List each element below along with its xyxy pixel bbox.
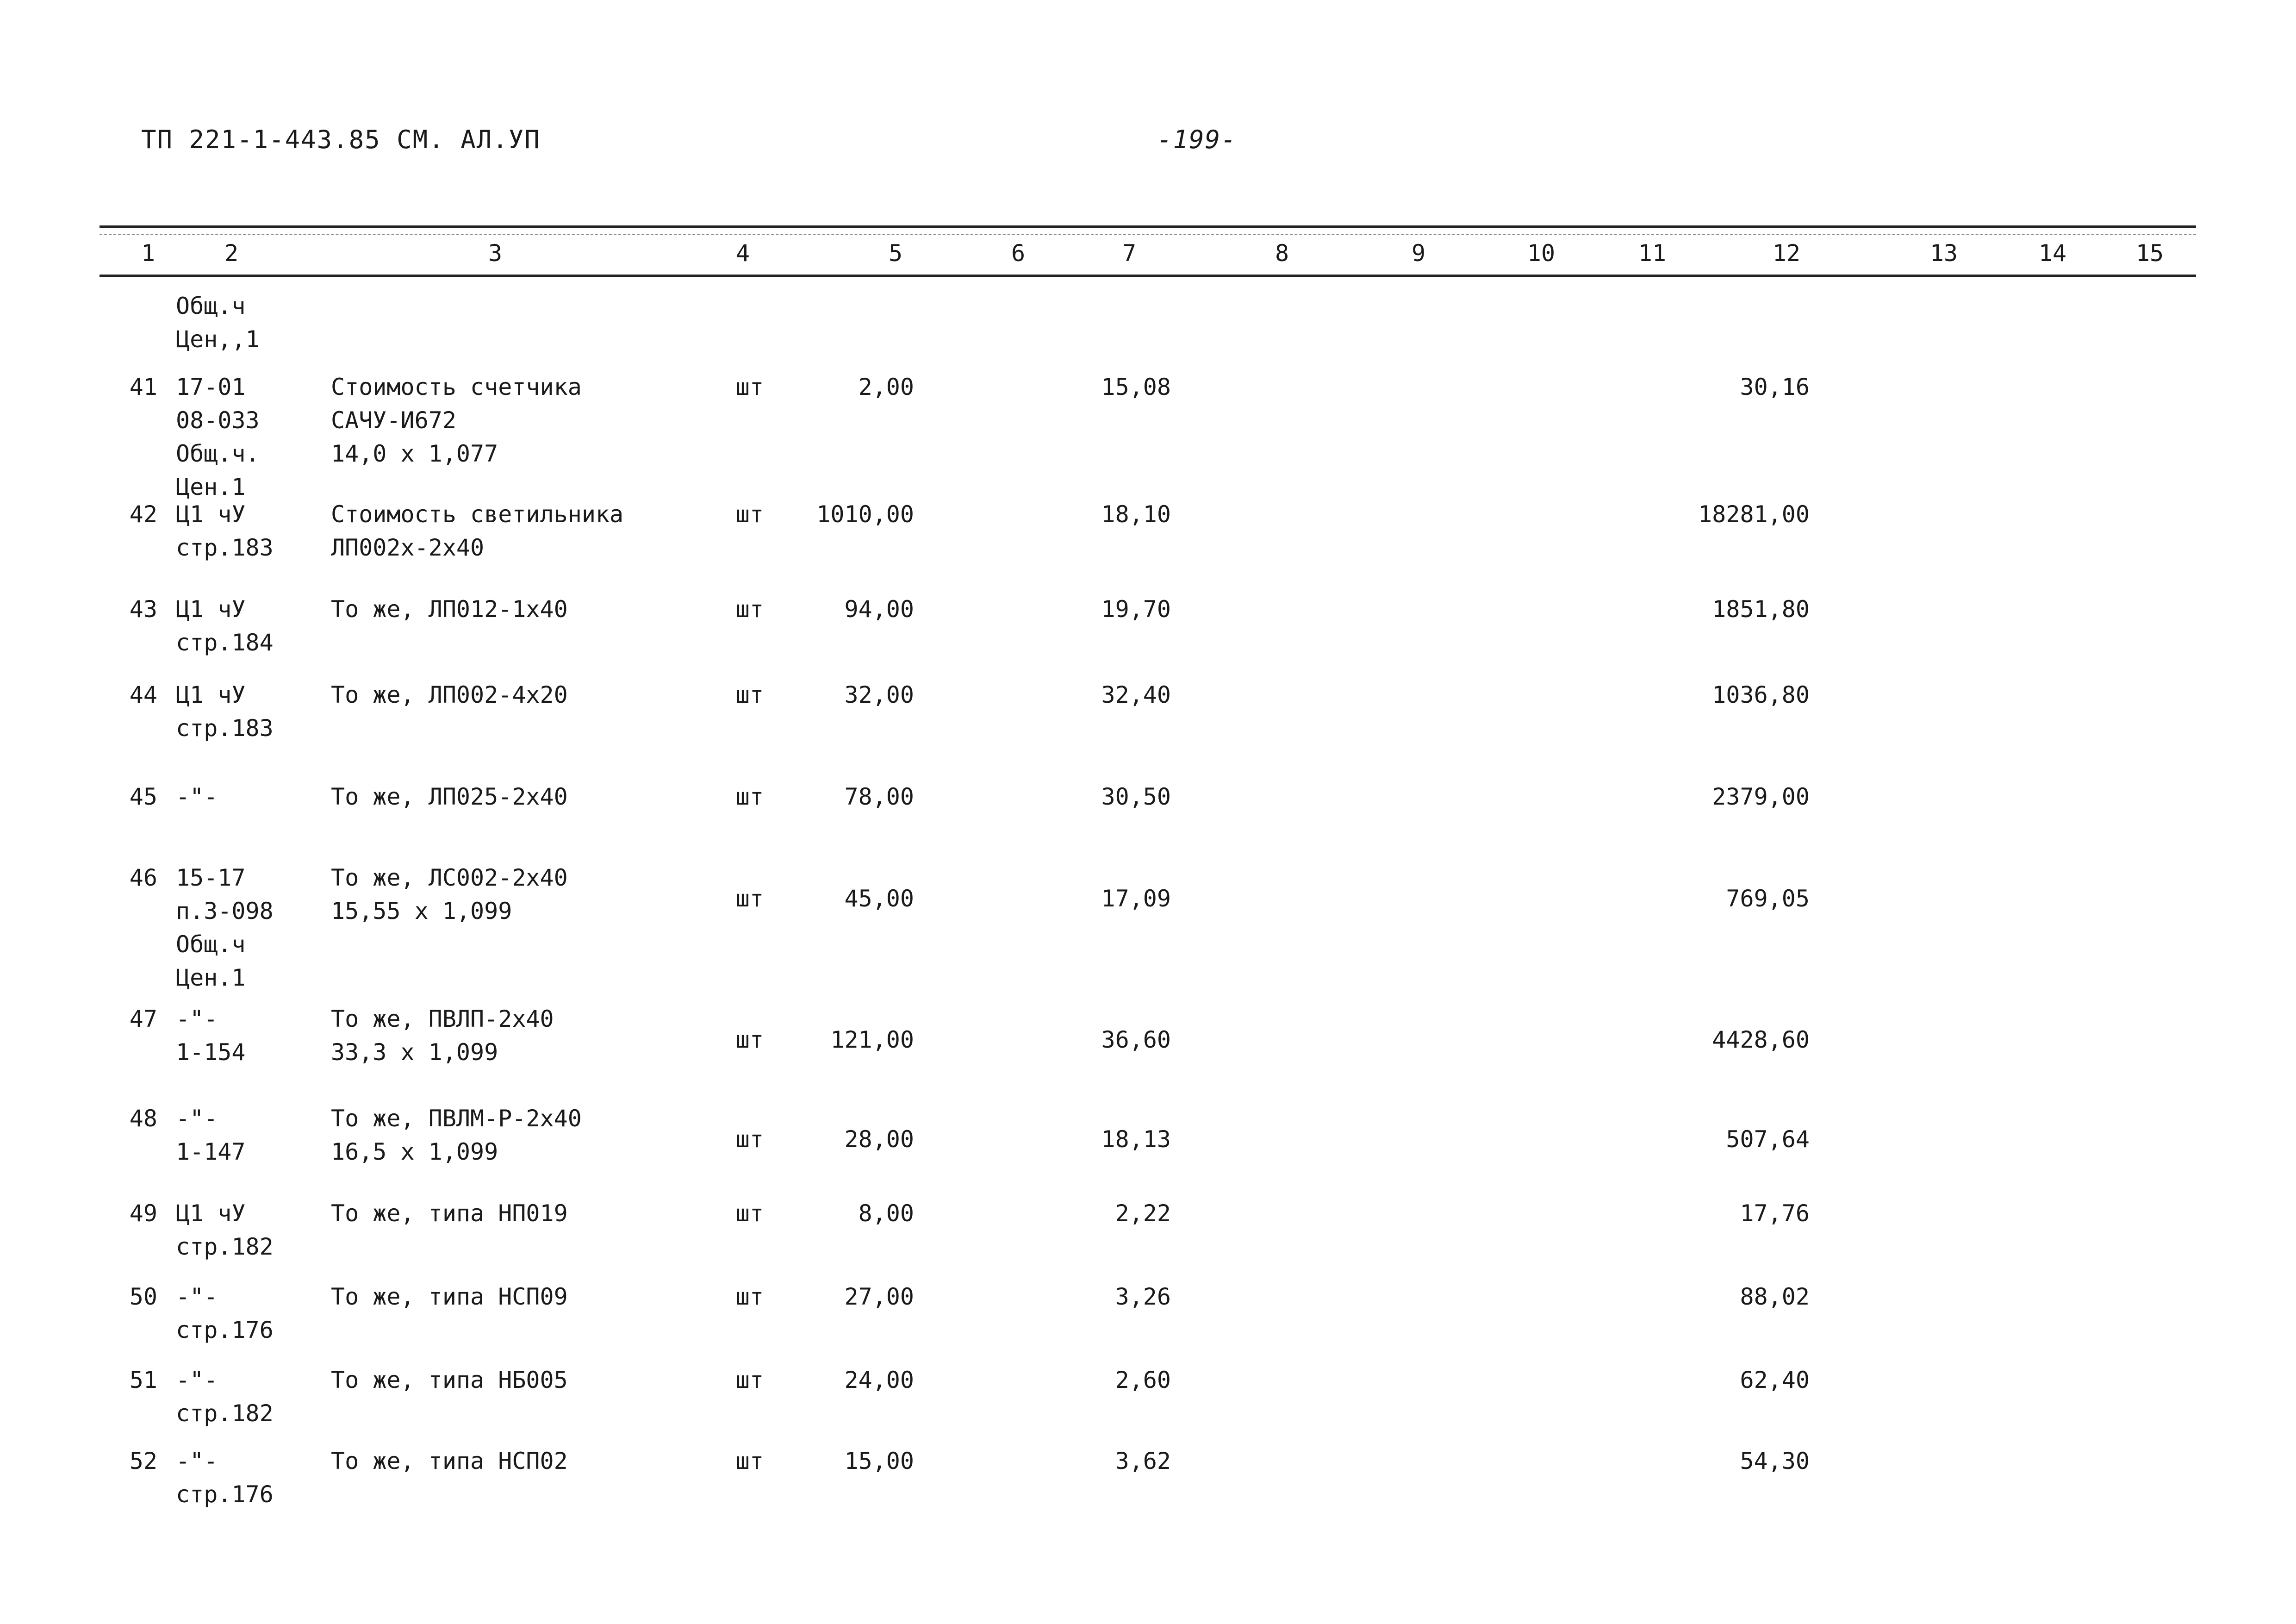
quantity-cell: 121,00 xyxy=(830,1026,914,1053)
reference-line: 1-154 xyxy=(176,1039,246,1066)
column-number: 15 xyxy=(2135,240,2164,267)
item-name-line: То же, ПВЛМ-Р-2х40 xyxy=(331,1105,582,1132)
unit-cell: шт xyxy=(735,596,764,623)
item-name-line: Стоимость счетчика xyxy=(331,374,582,400)
reference-line: -"- xyxy=(176,1105,218,1132)
item-name-line: То же, ЛП002-4х20 xyxy=(331,681,568,708)
column-number: 8 xyxy=(1275,240,1289,267)
reference-line: -"- xyxy=(176,1006,218,1032)
total-cell: 54,30 xyxy=(1740,1448,1810,1474)
unit-price-cell: 15,08 xyxy=(1101,374,1171,400)
item-name-line: То же, ЛП025-2х40 xyxy=(331,783,568,810)
unit-price-cell: 3,26 xyxy=(1115,1283,1171,1310)
reference-line: Ц1 чУ xyxy=(176,596,246,623)
reference-line: -"- xyxy=(176,1283,218,1310)
reference-line: Ц1 чУ xyxy=(176,501,246,528)
reference-line: 1-147 xyxy=(176,1138,246,1165)
unit-cell: шт xyxy=(735,1200,764,1227)
quantity-cell: 28,00 xyxy=(844,1126,914,1153)
continued-reference-line: Общ.ч xyxy=(176,293,246,319)
unit-price-cell: 3,62 xyxy=(1115,1448,1171,1474)
reference-cell xyxy=(176,593,274,659)
item-name-line: 15,55 х 1,099 xyxy=(331,898,512,924)
document-code: ТП 221-1-443.85 СМ. АЛ.УП xyxy=(141,125,541,154)
reference-line: стр.182 xyxy=(176,1400,274,1427)
item-name-line: 14,0 х 1,077 xyxy=(331,440,498,467)
column-number: 9 xyxy=(1411,240,1426,267)
unit-price-cell: 18,13 xyxy=(1101,1126,1171,1153)
total-cell: 17,76 xyxy=(1740,1200,1810,1227)
unit-cell: шт xyxy=(735,1367,764,1393)
total-cell: 62,40 xyxy=(1740,1367,1810,1393)
row-number: 48 xyxy=(129,1105,157,1132)
unit-price-cell: 17,09 xyxy=(1101,885,1171,912)
item-name-line: То же, типа НСП09 xyxy=(331,1283,568,1310)
column-number: 2 xyxy=(224,240,239,267)
reference-line: -"- xyxy=(176,1367,218,1393)
column-number: 13 xyxy=(1929,240,1958,267)
reference-line: -"- xyxy=(176,783,218,810)
column-number: 7 xyxy=(1122,240,1137,267)
item-name-cell xyxy=(331,498,623,564)
unit-cell: шт xyxy=(735,1026,764,1053)
quantity-cell: 94,00 xyxy=(844,596,914,623)
item-name-cell xyxy=(331,1280,568,1313)
column-number: 3 xyxy=(488,240,503,267)
item-name-line: Стоимость светильника xyxy=(331,501,624,528)
item-name-line: То же, ЛС002-2х40 xyxy=(331,864,568,891)
unit-cell: шт xyxy=(735,885,764,912)
unit-cell: шт xyxy=(735,783,764,810)
table-dashed-rule xyxy=(100,234,2196,235)
item-name-line: То же, типа НСП02 xyxy=(331,1448,568,1474)
item-name-cell xyxy=(331,1363,568,1397)
quantity-cell: 15,00 xyxy=(844,1448,914,1474)
quantity-cell: 8,00 xyxy=(858,1200,914,1227)
unit-price-cell: 30,50 xyxy=(1101,783,1171,810)
reference-cell xyxy=(176,861,274,994)
total-cell: 4428,60 xyxy=(1712,1026,1810,1053)
column-number: 12 xyxy=(1772,240,1801,267)
reference-cell xyxy=(176,1197,274,1263)
unit-price-cell: 18,10 xyxy=(1101,501,1171,528)
total-cell: 1851,80 xyxy=(1712,596,1810,623)
column-number: 11 xyxy=(1638,240,1667,267)
column-number: 4 xyxy=(735,240,750,267)
total-cell: 30,16 xyxy=(1740,374,1810,400)
row-number: 49 xyxy=(129,1200,157,1227)
total-cell: 769,05 xyxy=(1726,885,1810,912)
total-cell: 18281,00 xyxy=(1698,501,1810,528)
row-number: 43 xyxy=(129,596,157,623)
quantity-cell: 2,00 xyxy=(858,374,914,400)
reference-line: 17-01 xyxy=(176,374,246,400)
reference-line: Общ.ч xyxy=(176,931,246,958)
row-number: 42 xyxy=(129,501,157,528)
reference-line: Цен.1 xyxy=(176,964,246,991)
unit-price-cell: 2,60 xyxy=(1115,1367,1171,1393)
continued-reference xyxy=(176,289,260,356)
column-number: 14 xyxy=(2038,240,2067,267)
row-number: 50 xyxy=(129,1283,157,1310)
page-number: -199- xyxy=(1157,125,1237,154)
reference-line: 08-033 xyxy=(176,407,260,434)
total-cell: 88,02 xyxy=(1740,1283,1810,1310)
quantity-cell: 78,00 xyxy=(844,783,914,810)
table-header-rule xyxy=(100,275,2196,277)
reference-line: стр.176 xyxy=(176,1317,274,1343)
quantity-cell: 27,00 xyxy=(844,1283,914,1310)
row-number: 45 xyxy=(129,783,157,810)
unit-cell: шт xyxy=(735,1448,764,1474)
unit-price-cell: 36,60 xyxy=(1101,1026,1171,1053)
item-name-line: То же, типа НБ005 xyxy=(331,1367,568,1393)
unit-cell: шт xyxy=(735,501,764,528)
item-name-cell xyxy=(331,593,568,626)
unit-price-cell: 2,22 xyxy=(1115,1200,1171,1227)
reference-line: стр.184 xyxy=(176,629,274,656)
reference-line: стр.183 xyxy=(176,534,274,561)
column-number: 1 xyxy=(141,240,156,267)
unit-price-cell: 32,40 xyxy=(1101,681,1171,708)
item-name-cell xyxy=(331,370,582,470)
reference-cell xyxy=(176,1002,246,1069)
reference-line: стр.183 xyxy=(176,715,274,742)
unit-cell: шт xyxy=(735,1126,764,1153)
total-cell: 507,64 xyxy=(1726,1126,1810,1153)
table-top-rule xyxy=(100,225,2196,228)
item-name-cell xyxy=(331,678,568,712)
quantity-cell: 45,00 xyxy=(844,885,914,912)
reference-cell xyxy=(176,1102,246,1168)
reference-line: -"- xyxy=(176,1448,218,1474)
item-name-line: То же, ПВЛП-2х40 xyxy=(331,1006,554,1032)
unit-cell: шт xyxy=(735,374,764,400)
reference-cell xyxy=(176,780,218,813)
column-number: 6 xyxy=(1011,240,1026,267)
reference-cell xyxy=(176,370,260,504)
continued-reference-line: Цен,,1 xyxy=(176,326,260,353)
item-name-cell xyxy=(331,1002,554,1069)
column-number: 5 xyxy=(888,240,903,267)
row-number: 44 xyxy=(129,681,157,708)
row-number: 46 xyxy=(129,864,157,891)
column-number: 10 xyxy=(1527,240,1556,267)
quantity-cell: 24,00 xyxy=(844,1367,914,1393)
total-cell: 1036,80 xyxy=(1712,681,1810,708)
reference-line: Ц1 чУ xyxy=(176,1200,246,1227)
quantity-cell: 32,00 xyxy=(844,681,914,708)
unit-price-cell: 19,70 xyxy=(1101,596,1171,623)
item-name-line: 33,3 х 1,099 xyxy=(331,1039,498,1066)
reference-cell xyxy=(176,1280,274,1347)
row-number: 47 xyxy=(129,1006,157,1032)
item-name-cell xyxy=(331,1444,568,1478)
row-number: 51 xyxy=(129,1367,157,1393)
unit-cell: шт xyxy=(735,1283,764,1310)
row-number: 41 xyxy=(129,374,157,400)
reference-line: 15-17 xyxy=(176,864,246,891)
item-name-line: То же, типа НП019 xyxy=(331,1200,568,1227)
reference-cell xyxy=(176,498,274,564)
reference-line: стр.182 xyxy=(176,1233,274,1260)
reference-line: Общ.ч. xyxy=(176,440,260,467)
item-name-cell xyxy=(331,780,568,813)
item-name-line: 16,5 х 1,099 xyxy=(331,1138,498,1165)
total-cell: 2379,00 xyxy=(1712,783,1810,810)
reference-line: стр.176 xyxy=(176,1481,274,1508)
item-name-line: ЛП002х-2х40 xyxy=(331,534,485,561)
reference-cell xyxy=(176,1444,274,1511)
row-number: 52 xyxy=(129,1448,157,1474)
item-name-cell xyxy=(331,1102,582,1168)
reference-line: Ц1 чУ xyxy=(176,681,246,708)
item-name-cell xyxy=(331,1197,568,1230)
item-name-cell xyxy=(331,861,568,928)
item-name-line: САЧУ-И672 xyxy=(331,407,456,434)
reference-line: п.3-098 xyxy=(176,898,274,924)
quantity-cell: 1010,00 xyxy=(816,501,914,528)
unit-cell: шт xyxy=(735,681,764,708)
item-name-line: То же, ЛП012-1х40 xyxy=(331,596,568,623)
reference-cell xyxy=(176,1363,274,1430)
reference-cell xyxy=(176,678,274,745)
reference-line: Цен.1 xyxy=(176,474,246,500)
